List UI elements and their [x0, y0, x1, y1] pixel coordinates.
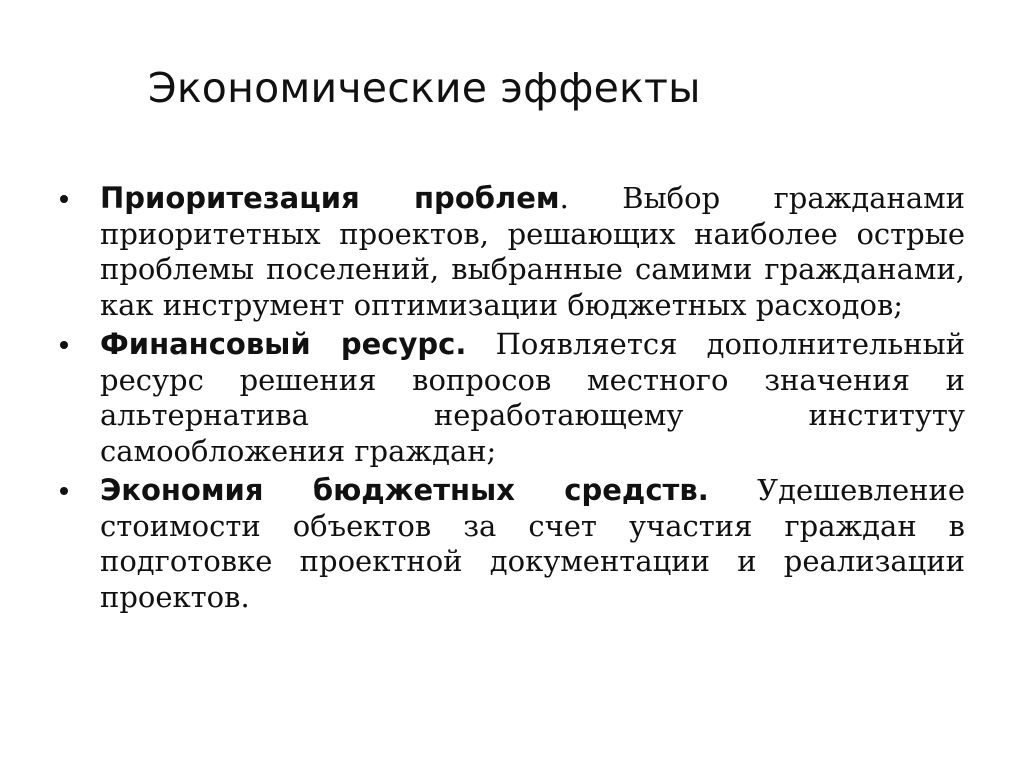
bullet-text: . Выбор гражданами приоритетных проектов, решающих наиболее острые проблемы поселений, выбранные самими гражданами, как инструмент оптимизации бюджетных расходов; [100, 181, 965, 322]
bullet-text: Удешевление стоимости объектов за счет участия граждан в подготовке проектной документации и реализации проектов. [100, 473, 965, 614]
bullet-lead: Финансовый ресурс. [100, 327, 467, 361]
bullet-item-financial-resource [60, 327, 965, 469]
bullet-list [60, 181, 965, 619]
bullet-lead: Экономия бюджетных средств. [100, 473, 709, 507]
bullet-dot-icon [60, 487, 68, 495]
bullet-item-prioritization [60, 181, 965, 323]
slide-title: Экономические эффекты [148, 64, 701, 112]
bullet-text: Появляется дополнительный ресурс решения вопросов местного значения и альтернатива неработающему институту самообложения граждан; [100, 327, 965, 468]
bullet-dot-icon [60, 341, 68, 349]
bullet-item-budget-savings [60, 473, 965, 615]
bullet-dot-icon [60, 195, 68, 203]
bullet-lead: Приоритезация проблем [100, 181, 560, 215]
